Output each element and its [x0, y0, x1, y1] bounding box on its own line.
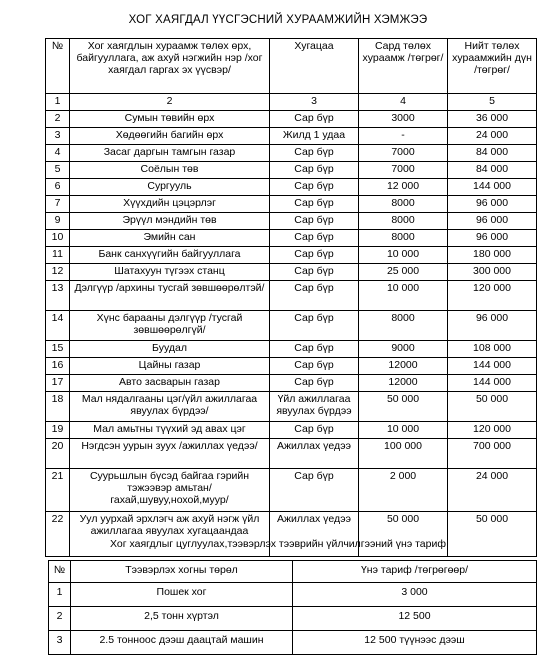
row-no: 3: [46, 128, 70, 145]
row-period: Сар бүр: [270, 311, 359, 341]
row-no: 15: [46, 341, 70, 358]
row-period: Сар бүр: [270, 341, 359, 358]
row-total: 24 000: [448, 469, 537, 512]
row-period: Сар бүр: [270, 469, 359, 512]
row-period: Сар бүр: [270, 162, 359, 179]
row-name: Хүнс барааны дэлгүүр /тусгай зөвшөөрөлгүй/: [70, 311, 270, 341]
row-period: Жилд 1 удаа: [270, 128, 359, 145]
row-name: Буудал: [70, 341, 270, 358]
tariff-type: 2,5 тонн хүртэл: [71, 607, 293, 631]
fee-table-row: [46, 439, 537, 469]
fee-table-row: [46, 128, 537, 145]
row-no: 13: [46, 281, 70, 311]
tariff-no: 1: [49, 583, 71, 607]
fee-table-row: [46, 264, 537, 281]
tariff-header-type: Тээвэрлэх хогны төрөл: [71, 561, 293, 583]
row-no: 12: [46, 264, 70, 281]
row-period: Сар бүр: [270, 111, 359, 128]
fee-table-row: [46, 358, 537, 375]
row-total: 144 000: [448, 375, 537, 392]
row-total: 120 000: [448, 422, 537, 439]
colnum-cell: 2: [70, 94, 270, 111]
row-monthly: 50 000: [359, 392, 448, 422]
row-monthly: 8000: [359, 311, 448, 341]
row-total: 96 000: [448, 196, 537, 213]
row-total: 36 000: [448, 111, 537, 128]
fee-table: [45, 38, 537, 557]
row-monthly: 12000: [359, 358, 448, 375]
row-no: 6: [46, 179, 70, 196]
tariff-header-price: Үнэ тариф /төгрөгөөр/: [293, 561, 537, 583]
column-number-row: [46, 94, 537, 111]
tariff-no: 2: [49, 607, 71, 631]
row-name: Мал нядалгааны цэг/үйл ажиллагаа явуулах бүрдээ/: [70, 392, 270, 422]
row-monthly: 12000: [359, 375, 448, 392]
fee-table-row: [46, 179, 537, 196]
row-total: 50 000: [448, 392, 537, 422]
row-no: 11: [46, 247, 70, 264]
row-monthly: 2 000: [359, 469, 448, 512]
row-name: Цайны газар: [70, 358, 270, 375]
row-total: 84 000: [448, 162, 537, 179]
row-name: Банк санхүүгийн байгууллага: [70, 247, 270, 264]
tariff-table-row: [49, 607, 537, 631]
row-period: Ажиллах үедээ: [270, 512, 359, 557]
row-period: Сар бүр: [270, 145, 359, 162]
row-name: Суурьшлын бүсэд байгаа гэрийн тэжээвэр амьтан/гахай,шувуу,нохой,муур/: [70, 469, 270, 512]
colnum-cell: 5: [448, 94, 537, 111]
row-monthly: 7000: [359, 145, 448, 162]
fee-table-row: [46, 230, 537, 247]
row-no: 7: [46, 196, 70, 213]
row-no: 2: [46, 111, 70, 128]
row-monthly: 100 000: [359, 439, 448, 469]
tariff-price: 3 000: [293, 583, 537, 607]
row-period: Сар бүр: [270, 422, 359, 439]
fee-table-row: [46, 341, 537, 358]
row-monthly: 9000: [359, 341, 448, 358]
fee-table-row: [46, 196, 537, 213]
fee-table-row: [46, 213, 537, 230]
row-name: Уул уурхай эрхлэгч аж ахуй нэгж үйл ажиллагаа явуулах хугацаандаа: [70, 512, 270, 557]
row-period: Сар бүр: [270, 179, 359, 196]
fee-table-row: [46, 247, 537, 264]
row-monthly: 12 000: [359, 179, 448, 196]
fee-table-row: [46, 162, 537, 179]
tariff-table: [48, 560, 537, 655]
tariff-table-row: [49, 583, 537, 607]
row-name: Хүүхдийн цэцэрлэг: [70, 196, 270, 213]
fee-table-row: [46, 392, 537, 422]
row-total: 96 000: [448, 213, 537, 230]
document-title: ХОГ ХАЯГДАЛ ҮҮСГЭСНИЙ ХУРААМЖИЙН ХЭМЖЭЭ: [128, 14, 428, 26]
tariff-type: Пошек хог: [71, 583, 293, 607]
fee-table-row: [46, 281, 537, 311]
row-period: Сар бүр: [270, 358, 359, 375]
row-period: Сар бүр: [270, 247, 359, 264]
tariff-header-row: [49, 561, 537, 583]
row-name: Шатахуун түгээх станц: [70, 264, 270, 281]
header-total: Нийт төлөх хураамжийн дүн /төгрөг/: [448, 39, 537, 94]
row-no: 19: [46, 422, 70, 439]
row-monthly: 10 000: [359, 422, 448, 439]
row-name: Соёлын төв: [70, 162, 270, 179]
header-period: Хугацаа: [270, 39, 359, 94]
row-name: Авто засварын газар: [70, 375, 270, 392]
row-name: Нэгдсэн уурын зуух /ажиллах үедээ/: [70, 439, 270, 469]
row-no: 21: [46, 469, 70, 512]
row-monthly: 7000: [359, 162, 448, 179]
fee-table-row: [46, 111, 537, 128]
row-total: 144 000: [448, 179, 537, 196]
fee-table-row: [46, 375, 537, 392]
row-total: 700 000: [448, 439, 537, 469]
tariff-price: 12 500 түүнээс дээш: [293, 631, 537, 655]
row-name: Сумын төвийн өрх: [70, 111, 270, 128]
row-monthly: 25 000: [359, 264, 448, 281]
row-monthly: 50 000: [359, 512, 448, 557]
row-monthly: 8000: [359, 213, 448, 230]
colnum-cell: 1: [46, 94, 70, 111]
row-period: Сар бүр: [270, 196, 359, 213]
row-name: Дэлгүүр /архины тусгай зөвшөөрөлтэй/: [70, 281, 270, 311]
fee-table-row: [46, 311, 537, 341]
row-no: 5: [46, 162, 70, 179]
fee-table-row: [46, 422, 537, 439]
row-name: Хөдөөгийн багийн өрх: [70, 128, 270, 145]
row-no: 10: [46, 230, 70, 247]
row-monthly: -: [359, 128, 448, 145]
row-name: Сургууль: [70, 179, 270, 196]
row-no: 14: [46, 311, 70, 341]
row-period: Сар бүр: [270, 230, 359, 247]
row-name: Эрүүл мэндийн төв: [70, 213, 270, 230]
colnum-cell: 4: [359, 94, 448, 111]
row-no: 17: [46, 375, 70, 392]
row-monthly: 10 000: [359, 247, 448, 264]
fee-table-row: [46, 469, 537, 512]
tariff-header-no: №: [49, 561, 71, 583]
row-monthly: 8000: [359, 230, 448, 247]
row-total: 144 000: [448, 358, 537, 375]
row-total: 108 000: [448, 341, 537, 358]
tariff-table-row: [49, 631, 537, 655]
header-name: Хог хаягдлын хураамж төлөх өрх, байгууллага, аж ахуй нэгжийн нэр /хог хаягдал гаргах эх үүсвэр/: [70, 39, 270, 94]
row-no: 18: [46, 392, 70, 422]
row-total: 96 000: [448, 311, 537, 341]
row-period: Сар бүр: [270, 375, 359, 392]
colnum-cell: 3: [270, 94, 359, 111]
row-no: 4: [46, 145, 70, 162]
row-total: 24 000: [448, 128, 537, 145]
row-period: Сар бүр: [270, 264, 359, 281]
row-name: Эмийн сан: [70, 230, 270, 247]
tariff-subtitle: Хог хаягдлыг цуглуулах,тээвэрлэх тээврийн үйлчилгээний үнэ тариф: [110, 538, 446, 550]
row-period: Сар бүр: [270, 213, 359, 230]
row-monthly: 3000: [359, 111, 448, 128]
row-total: 84 000: [448, 145, 537, 162]
header-monthly: Сард төлөх хураамж /төгрөг/: [359, 39, 448, 94]
row-total: 300 000: [448, 264, 537, 281]
tariff-price: 12 500: [293, 607, 537, 631]
row-period: Ажиллах үедээ: [270, 439, 359, 469]
fee-table-row: [46, 145, 537, 162]
header-no: №: [46, 39, 70, 94]
row-period: Сар бүр: [270, 281, 359, 311]
row-no: 9: [46, 213, 70, 230]
tariff-type: 2.5 тонноос дээш даацтай машин: [71, 631, 293, 655]
row-no: 16: [46, 358, 70, 375]
row-no: 22: [46, 512, 70, 557]
row-monthly: 8000: [359, 196, 448, 213]
fee-table-header-row: [46, 39, 537, 94]
row-name: Засаг даргын тамгын газар: [70, 145, 270, 162]
row-monthly: 10 000: [359, 281, 448, 311]
row-total: 120 000: [448, 281, 537, 311]
tariff-no: 3: [49, 631, 71, 655]
row-period: Үйл ажиллагаа явуулах бүрдээ: [270, 392, 359, 422]
row-no: 20: [46, 439, 70, 469]
row-total: 50 000: [448, 512, 537, 557]
row-name: Мал амьтны түүхий эд авах цэг: [70, 422, 270, 439]
row-total: 180 000: [448, 247, 537, 264]
row-total: 96 000: [448, 230, 537, 247]
